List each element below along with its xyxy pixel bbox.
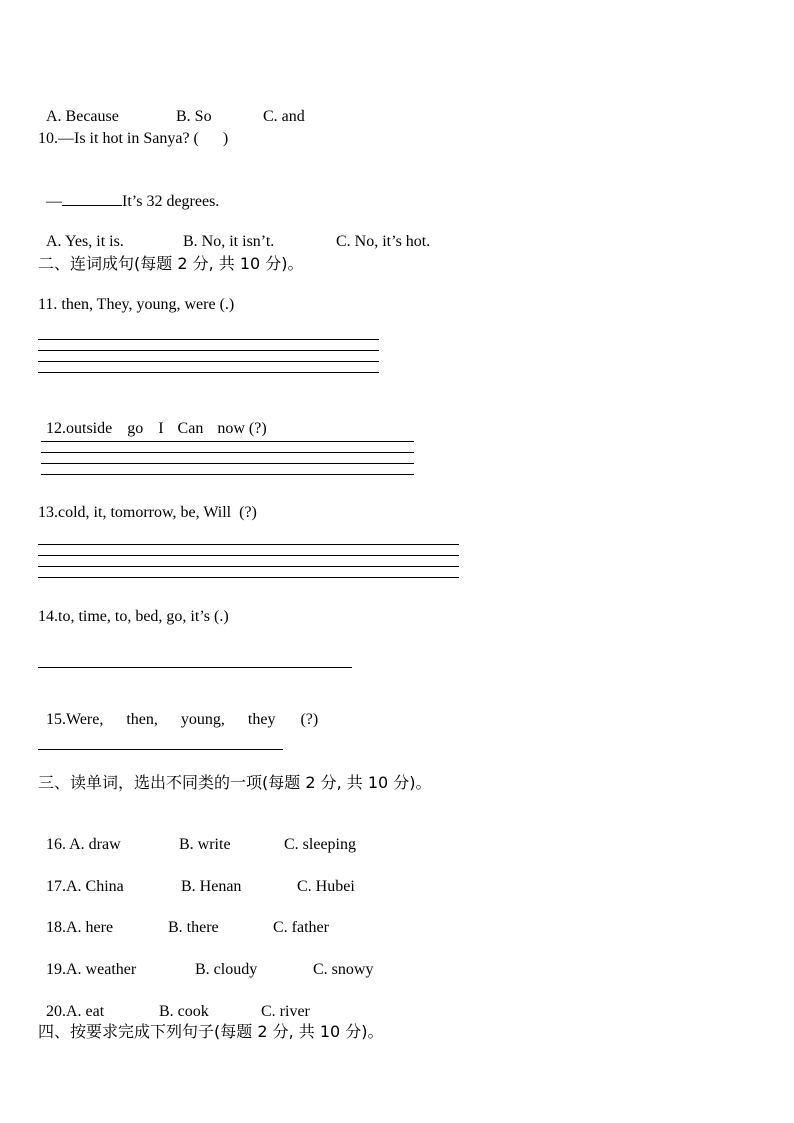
q12-answer-line-3[interactable] <box>41 463 414 464</box>
q17-option-c: C. Hubei <box>297 878 355 895</box>
q13-prompt: 13.cold, it, tomorrow, be, Will (?) <box>38 504 257 521</box>
q10-option-a: A. Yes, it is. <box>46 233 124 250</box>
q18-option-c: C. father <box>273 919 329 936</box>
q15-word-4: they <box>247 711 276 728</box>
q13-answer-line-2[interactable] <box>38 555 459 556</box>
q12-word-5: now (?) <box>217 420 267 437</box>
q16-options <box>38 815 356 855</box>
q14-prompt: 14.to, time, to, bed, go, it’s (.) <box>38 608 229 625</box>
q9-option-c: C. and <box>263 108 305 125</box>
q15-word-1: 15.Were, <box>46 711 104 728</box>
q19-option-b: B. cloudy <box>195 961 258 978</box>
q20-options <box>38 982 310 1022</box>
q17-option-a: 17.A. China <box>46 878 124 895</box>
q11-prompt: 11. then, They, young, were (.) <box>38 296 235 313</box>
q11-answer-line-3[interactable] <box>38 361 379 362</box>
q10-answer-blank[interactable] <box>62 191 122 206</box>
q18-options <box>38 898 329 938</box>
section-2-heading: 二、连词成句(每题 2 分, 共 10 分)。 <box>38 254 304 273</box>
q13-answer-line-1[interactable] <box>38 544 459 545</box>
q17-options <box>38 857 355 897</box>
q16-option-b: B. write <box>179 836 231 853</box>
q12-word-3: I <box>158 420 164 437</box>
q15-word-2: then, <box>126 711 158 728</box>
q10-option-b: B. No, it isn’t. <box>183 233 275 250</box>
q11-answer-line-4[interactable] <box>38 372 379 373</box>
section-4-heading: 四、按要求完成下列句子(每题 2 分, 共 10 分)。 <box>38 1022 384 1041</box>
section-3-heading: 三、读单词，选出不同类的一项(每题 2 分, 共 10 分)。 <box>38 773 432 792</box>
q20-option-a: 20.A. eat <box>46 1003 105 1020</box>
q15-answer-line[interactable] <box>38 749 283 750</box>
q15-word-3: young, <box>180 711 225 728</box>
q12-answer-line-2[interactable] <box>41 452 414 453</box>
q19-option-c: C. snowy <box>313 961 374 978</box>
q12-prompt <box>38 399 267 439</box>
q12-word-1: 12.outside <box>46 420 113 437</box>
q17-option-b: B. Henan <box>181 878 242 895</box>
q12-word-2: go <box>127 420 144 437</box>
q15-word-5: (?) <box>300 711 319 728</box>
q20-option-b: B. cook <box>159 1003 209 1020</box>
q20-option-c: C. river <box>261 1003 310 1020</box>
q15-prompt <box>38 690 318 730</box>
q19-options <box>38 940 373 980</box>
q10-answer-prefix: — <box>46 193 62 210</box>
q9-option-b: B. So <box>176 108 212 125</box>
q10-question: 10.—Is it hot in Sanya? ( ) <box>38 130 229 147</box>
q16-option-c: C. sleeping <box>284 836 356 853</box>
q10-answer-line <box>38 171 219 212</box>
q12-word-4: Can <box>177 420 204 437</box>
q9-options <box>38 87 305 127</box>
q11-answer-line-1[interactable] <box>38 339 379 340</box>
q13-answer-line-3[interactable] <box>38 566 459 567</box>
q14-answer-line[interactable] <box>38 667 352 668</box>
q10-option-c: C. No, it’s hot. <box>336 233 431 250</box>
q10-answer-suffix: It’s 32 degrees. <box>122 193 220 210</box>
q19-option-a: 19.A. weather <box>46 961 137 978</box>
q18-option-b: B. there <box>168 919 219 936</box>
q13-answer-line-4[interactable] <box>38 577 459 578</box>
q16-option-a: 16. A. draw <box>46 836 121 853</box>
q18-option-a: 18.A. here <box>46 919 114 936</box>
q12-answer-line-4[interactable] <box>41 474 414 475</box>
q12-answer-line-1[interactable] <box>41 441 414 442</box>
q11-answer-line-2[interactable] <box>38 350 379 351</box>
q9-option-a: A. Because <box>46 108 119 125</box>
q10-options <box>38 212 430 252</box>
